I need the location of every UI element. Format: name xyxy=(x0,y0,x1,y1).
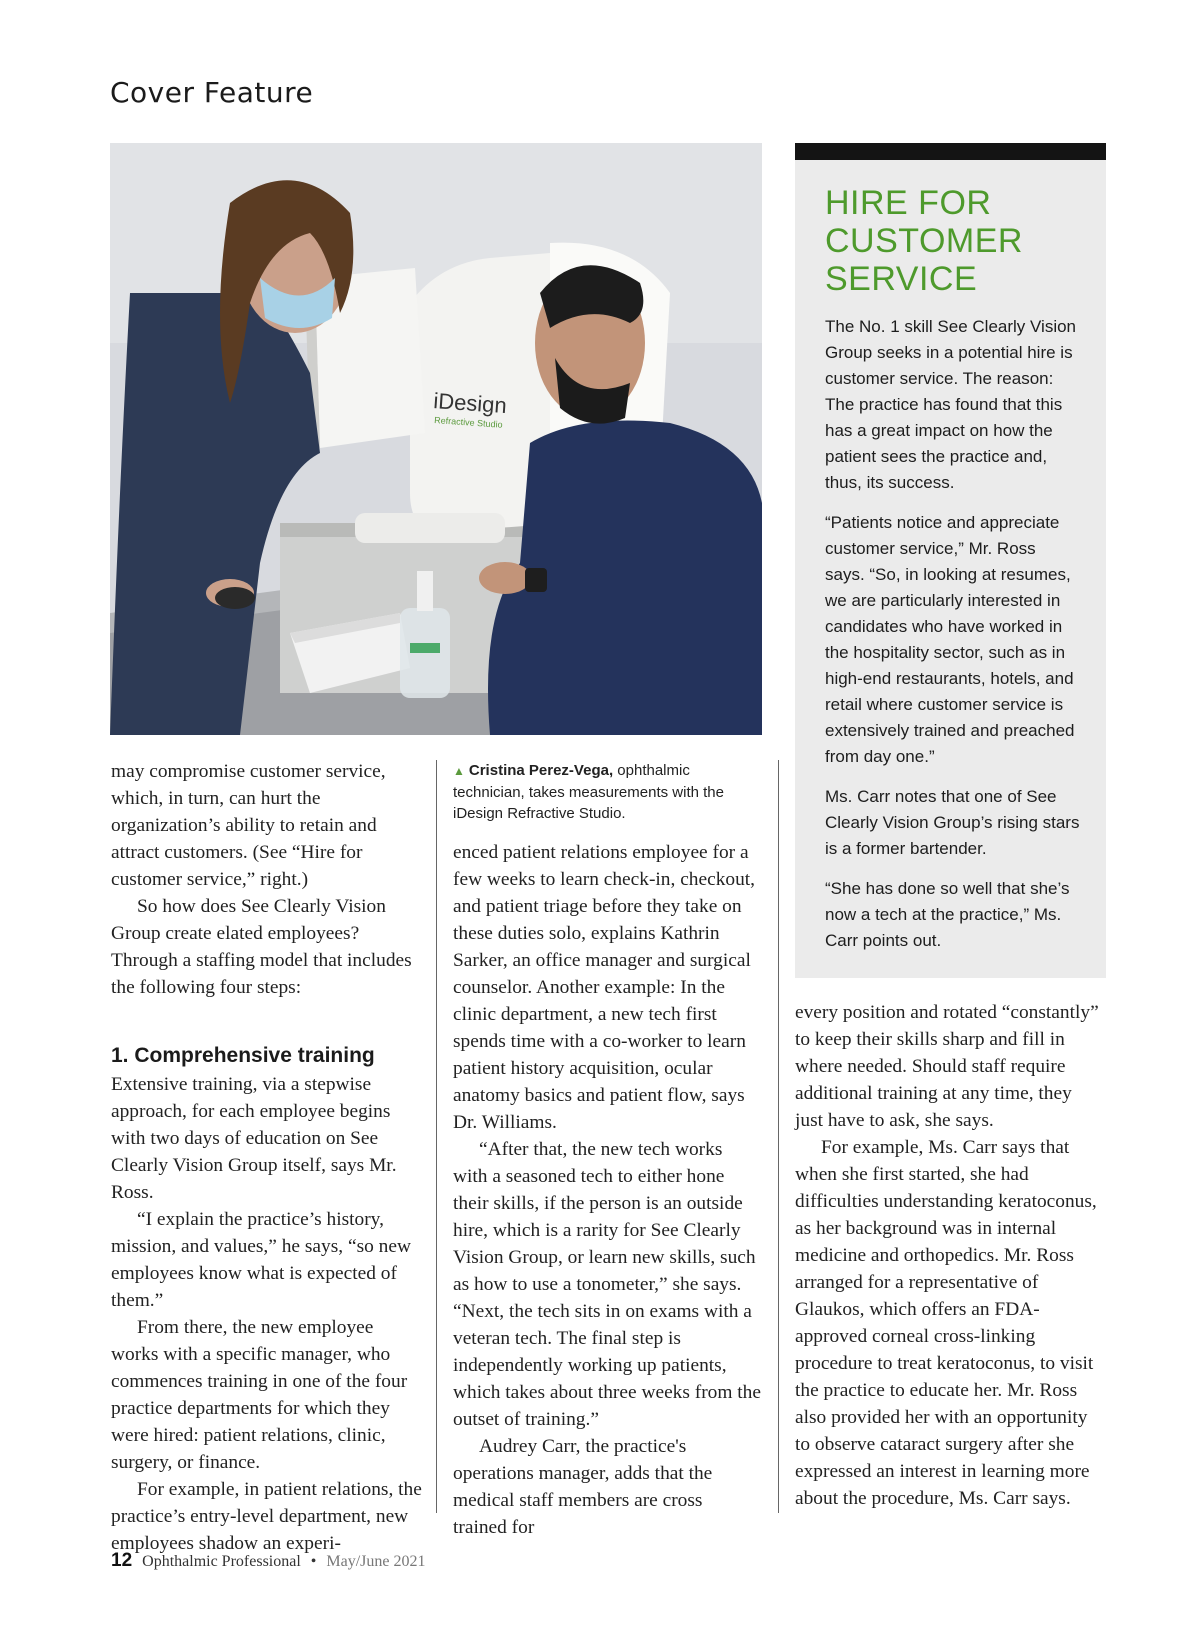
sidebar-title: HIRE FOR CUSTOMER SERVICE xyxy=(825,184,1023,298)
section-label: Cover Feature xyxy=(110,76,314,109)
section-heading: 1. Comprehensive training xyxy=(111,1044,375,1067)
caption-triangle-icon: ▲ xyxy=(453,764,465,778)
paragraph: For example, Ms. Carr says that when she first started, she had difficulties understanding keratoconus, as her background was in internal medicine and orthopedics. Mr. Ross arranged for a representative of Glaukos, which offers an FDA-approved corneal cross-linking procedure to treat keratoconus, to visit the practice to educate her. Mr. Ross also provided her with an opportunity to observe cataract surgery after she expressed an interest in learning more about the procedure, Ms. Carr says. xyxy=(795,1137,1097,1509)
sidebar-body xyxy=(825,314,1080,954)
sidebar-paragraph: “She has done so well that she’s now a tech at the practice,” Ms. Carr points out. xyxy=(825,879,1070,950)
paragraph: “I explain the practice’s history, mission, and values,” he says, “so new employees know what is expected of them.” xyxy=(111,1209,411,1311)
feature-photo-illustration xyxy=(110,143,762,735)
paragraph: For example, in patient relations, the practice’s entry-level department, new employees shadow an experi- xyxy=(111,1479,422,1554)
caption-name: Cristina Perez-Vega, xyxy=(468,762,614,779)
sidebar-paragraph: The No. 1 skill See Clearly Vision Group seeks in a potential hire is customer service. The reason: The practice has found that this has a great impact on how the patient sees the practice and, thus, its success. xyxy=(825,317,1077,492)
paragraph: So how does See Clearly Vision Group create elated employees? Through a staffing model that includes the following four steps: xyxy=(111,896,412,998)
paragraph: Extensive training, via a stepwise approach, for each employee begins with two days of education on See Clearly Vision Group itself, says Mr. Ross. xyxy=(111,1074,397,1203)
column-divider xyxy=(778,760,779,1513)
paragraph: may compromise customer service, which, in turn, can hurt the organization’s ability to retain and attract customers. (See “Hire for customer service,” right.) xyxy=(111,761,386,890)
sidebar-top-bar xyxy=(795,143,1106,160)
paragraph: From there, the new employee works with a specific manager, who commences training in one of the four practice departments for which they were hired: patient relations, clinic, surgery, or finance. xyxy=(111,1317,408,1473)
page-number: 12 xyxy=(111,1550,133,1571)
body-column-1 xyxy=(111,758,424,1557)
paragraph: “After that, the new tech works with a seasoned tech to either hone their skills, if the person is an outside hire, which is a rarity for See Clearly Vision Group, or learn new skills, such as how to use a tonometer,” she says. “Next, the tech sits in on exams with a veteran tech. The final step is independently working up patients, which takes about three weeks from the outset of training.” xyxy=(453,1139,761,1430)
body-column-2 xyxy=(453,839,761,1541)
device-brand-subtext: Refractive Studio xyxy=(433,415,503,430)
paragraph: every position and rotated “constantly” to keep their skills sharp and fill in where needed. Should staff require additional training at any time, they just have to ask, she says. xyxy=(795,1002,1099,1131)
footer-separator: • xyxy=(310,1553,317,1570)
page-footer xyxy=(111,1550,426,1572)
photo-caption xyxy=(453,760,765,824)
paragraph: enced patient relations employee for a few weeks to learn check-in, checkout, and patient triage before they take on these duties solo, explains Kathrin Sarker, an office manager and surgical counselor. Another example: In the clinic department, a new tech first spends time with a co-worker to learn patient history acquisition, ocular anatomy basics and patient flow, says Dr. Williams. xyxy=(453,842,756,1133)
caption-text: ophthalmic technician, takes measurements with the iDesign Refractive Studio. xyxy=(453,762,724,822)
body-column-3 xyxy=(795,999,1102,1512)
publication-name: Ophthalmic Professional xyxy=(142,1553,301,1570)
paragraph: Audrey Carr, the practice's operations manager, adds that the medical staff members are cross trained for xyxy=(453,1436,713,1538)
sidebar-paragraph: “Patients notice and appreciate customer service,” Mr. Ross says. “So, in looking at resumes, we are particularly interested in candidates who have worked in the hospitality sector, such as in high-end restaurants, hotels, and retail where customer service is extensively trained and preached from day one.” xyxy=(825,513,1075,766)
device-brand-text: iDesign xyxy=(432,388,508,419)
sidebar-box xyxy=(795,143,1106,978)
feature-photo xyxy=(110,143,762,735)
issue-date: May/June 2021 xyxy=(326,1553,426,1570)
sidebar-paragraph: Ms. Carr notes that one of See Clearly Vision Group’s rising stars is a former bartender. xyxy=(825,787,1080,858)
column-divider xyxy=(436,760,437,1513)
